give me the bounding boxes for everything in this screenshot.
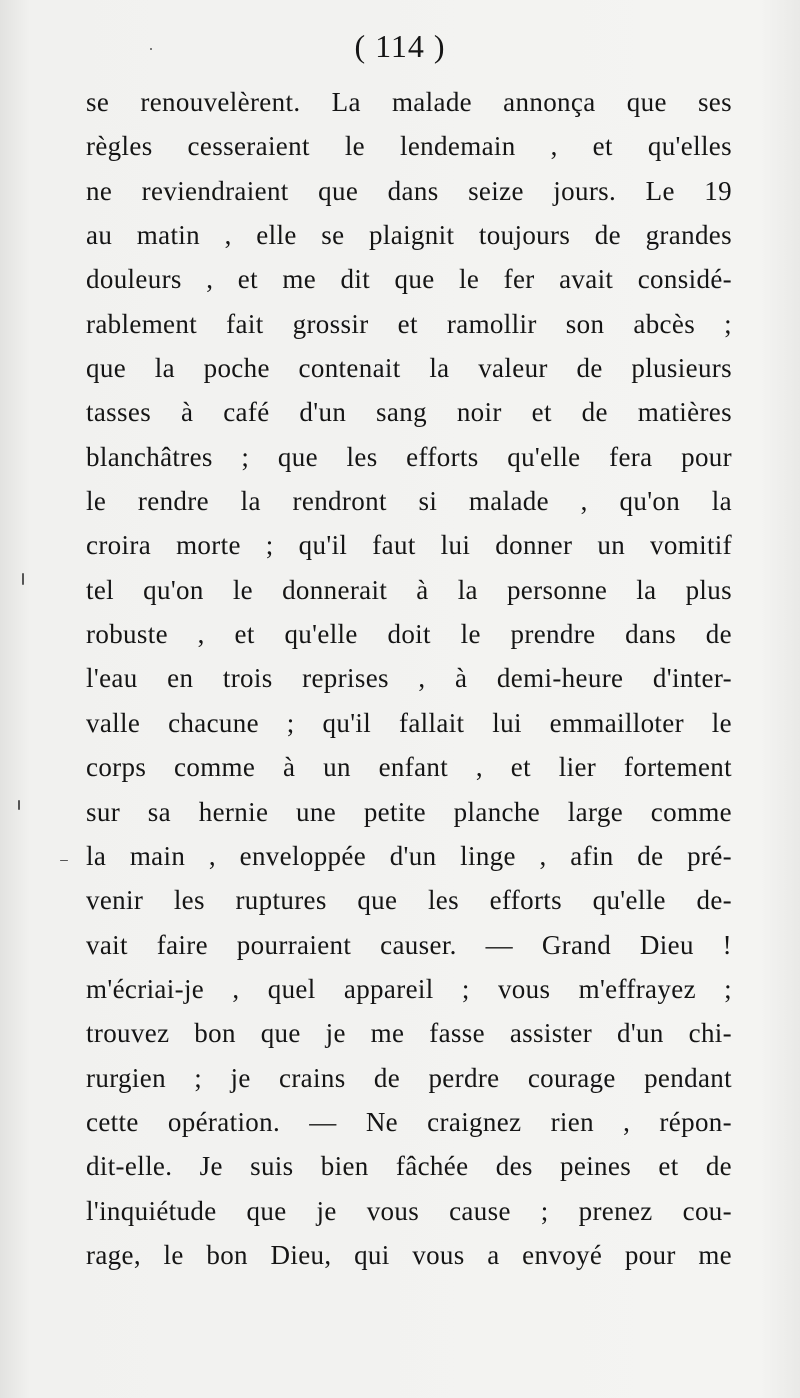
- text-line: que la poche contenait la valeur de plusieurs: [86, 353, 732, 384]
- paper-speck: [60, 860, 68, 861]
- text-line: rurgien ; je crains de perdre courage pendant: [86, 1062, 732, 1093]
- text-line: blanchâtres ; que les efforts qu'elle fera pour: [86, 441, 732, 472]
- text-line: la main , enveloppée d'un linge , afin de pré-: [86, 840, 732, 871]
- text-line: tel qu'on le donnerait à la personne la plus: [86, 574, 732, 605]
- text-line: tasses à café d'un sang noir et de matières: [86, 397, 732, 428]
- paper-speck: [22, 573, 24, 585]
- text-line: dit-elle. Je suis bien fâchée des peines et de: [86, 1151, 732, 1182]
- text-line: cette opération. — Ne craignez rien , répon-: [86, 1106, 732, 1137]
- text-line: robuste , et qu'elle doit le prendre dans de: [86, 619, 732, 650]
- text-line: vait faire pourraient causer. — Grand Dieu !: [86, 929, 732, 960]
- text-line: l'inquiétude que je vous cause ; prenez cou-: [86, 1195, 732, 1226]
- text-line: l'eau en trois reprises , à demi-heure d'inter-: [86, 663, 732, 694]
- text-line: douleurs , et me dit que le fer avait considé-: [86, 264, 732, 295]
- text-line: m'écriai-je , quel appareil ; vous m'effrayez ;: [86, 973, 732, 1004]
- page-number: ( 114 ): [354, 28, 446, 64]
- text-line: trouvez bon que je me fasse assister d'un chi-: [86, 1018, 732, 1049]
- body-text: [86, 80, 732, 1277]
- paper-speck: [18, 800, 20, 810]
- text-line: venir les ruptures que les efforts qu'elle de-: [86, 885, 732, 916]
- text-line: règles cesseraient le lendemain , et qu'elles: [86, 131, 732, 162]
- text-line: rage, le bon Dieu, qui vous a envoyé pour me: [86, 1239, 732, 1270]
- text-line: au matin , elle se plaignit toujours de grandes: [86, 220, 732, 251]
- text-line: corps comme à un enfant , et lier fortement: [86, 752, 732, 783]
- text-line: croira morte ; qu'il faut lui donner un vomitif: [86, 530, 732, 561]
- text-line: sur sa hernie une petite planche large comme: [86, 796, 732, 827]
- text-line: le rendre la rendront si malade , qu'on la: [86, 486, 732, 517]
- text-line: se renouvelèrent. La malade annonça que ses: [86, 87, 732, 117]
- text-line: ne reviendraient que dans seize jours. Le 19: [86, 175, 732, 206]
- text-line: rablement fait grossir et ramollir son abcès ;: [86, 308, 732, 339]
- paper-speck: [150, 48, 152, 50]
- text-line: valle chacune ; qu'il fallait lui emmailloter le: [86, 707, 732, 738]
